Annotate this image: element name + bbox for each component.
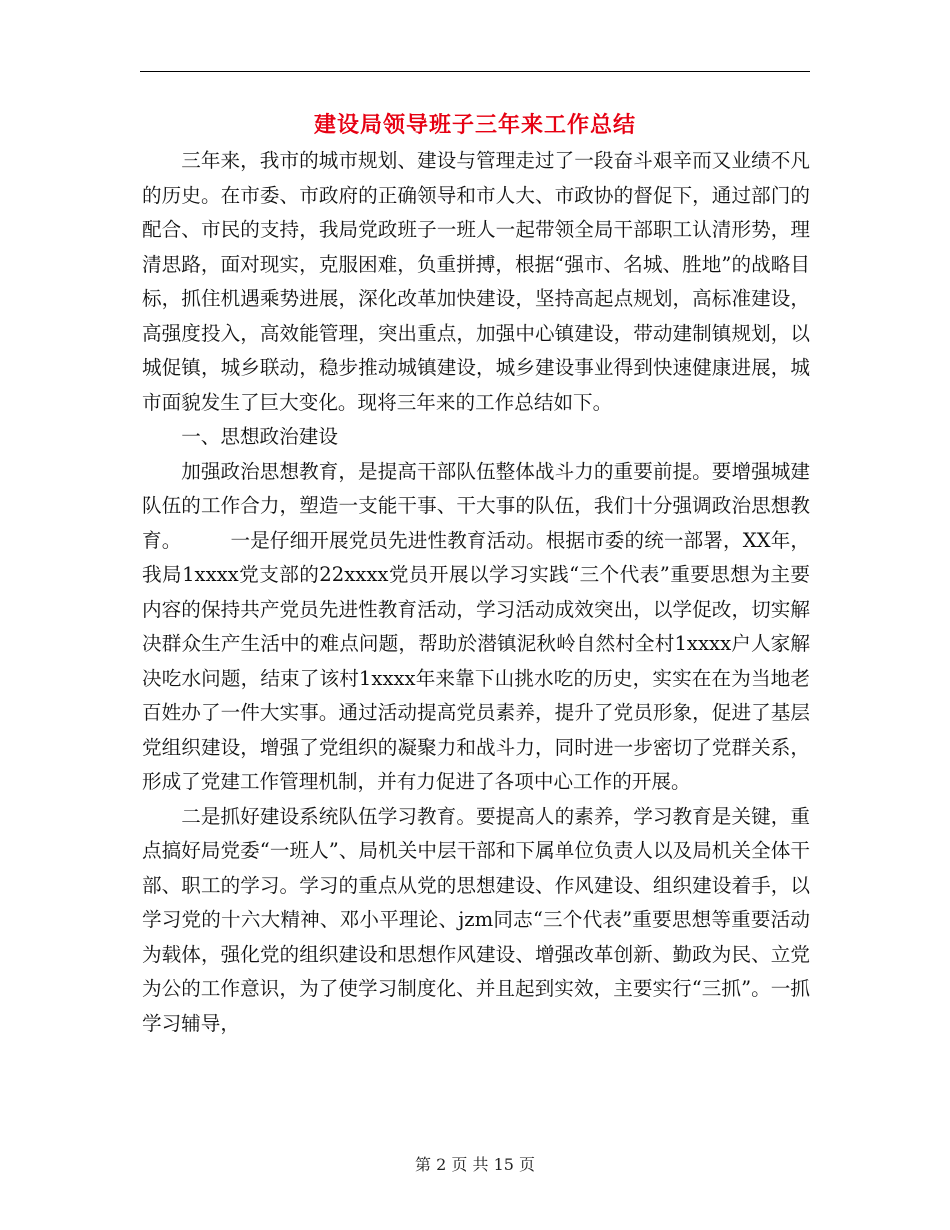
document-title: 建设局领导班子三年来工作总结 bbox=[313, 112, 636, 138]
paragraph-part-pioneer: 一是仔细开展党员先进性教育活动。根据市委的统一部署，XX年，我局1xxxx党支部的22xxxx党员开展以学习实践“三个代表”重要思想为主要内容的保持共产党员先进性教育活动，学习活动成效突出，以学促改，切实解决群众生产生活中的难点问题，帮助於潜镇泥秋岭自然村全村1xxxx户人家解决吃水问题，结束了该村1xxxx年来靠下山挑水吃的历史，实实在在为当地老百姓办了一件大实事。通过活动提高党员素养，提升了党员形象，促进了基层党组织建设，增强了党组织的凝聚力和战斗力，同时进一步密切了党群关系，形成了党建工作管理机制，并有力促进了各项中心工作的开展。 bbox=[142, 528, 810, 793]
footer-label-total: 共 bbox=[472, 1155, 489, 1174]
footer-label-unit-2: 页 bbox=[519, 1155, 536, 1174]
paragraph-political-education bbox=[142, 455, 810, 800]
paragraph-intro: 三年来，我市的城市规划、建设与管理走过了一段奋斗艰辛而又业绩不凡的历史。在市委、市政府的正确领导和市人大、市政协的督促下，通过部门的配合、市民的支持，我局党政班子一班人一起带领全局干部职工认清形势，理清思路，面对现实，克服困难，负重拼搏，根据“强市、名城、胜地”的战略目标，抓住机遇乘势进展，深化改革加快建设，坚持高起点规划，高标准建设，高强度投入，高效能管理，突出重点，加强中心镇建设，带动建制镇规划，以城促镇，城乡联动，稳步推动城镇建设，城乡建设事业得到快速健康进展，城市面貌发生了巨大变化。现将三年来的工作总结如下。 bbox=[142, 149, 810, 414]
page-footer bbox=[0, 1153, 950, 1177]
footer-total-pages: 15 bbox=[493, 1155, 514, 1174]
footer-current-page: 2 bbox=[436, 1155, 447, 1174]
paragraph-team-study: 二是抓好建设系统队伍学习教育。要提高人的素养，学习教育是关键，重点搞好局党委“一班人”、局机关中层干部和下属单位负责人以及局机关全体干部、职工的学习。学习的重点从党的思想建设、作风建设、组织建设着手，以学习党的十六大精神、邓小平理论、jzm同志“三个代表”重要思想等重要活动为载体，强化党的组织建设和思想作风建设、增强改革创新、勤政为民、立党为公的工作意识，为了使学习制度化、并且起到实效，主要实行“三抓”。一抓学习辅导， bbox=[142, 804, 810, 1035]
document-body bbox=[142, 144, 810, 1041]
footer-label-unit: 页 bbox=[451, 1155, 468, 1174]
paragraph-part-intro: 加强政治思想教育，是提高干部队伍整体战斗力的重要前提。要增强城建队伍的工作合力，塑造一支能干事、干大事的队伍，我们十分强调政治思想教育。 bbox=[142, 459, 810, 552]
footer-label-page: 第 bbox=[414, 1155, 431, 1174]
header-rule bbox=[140, 71, 810, 72]
section-heading: 一、思想政治建设 bbox=[181, 425, 338, 448]
